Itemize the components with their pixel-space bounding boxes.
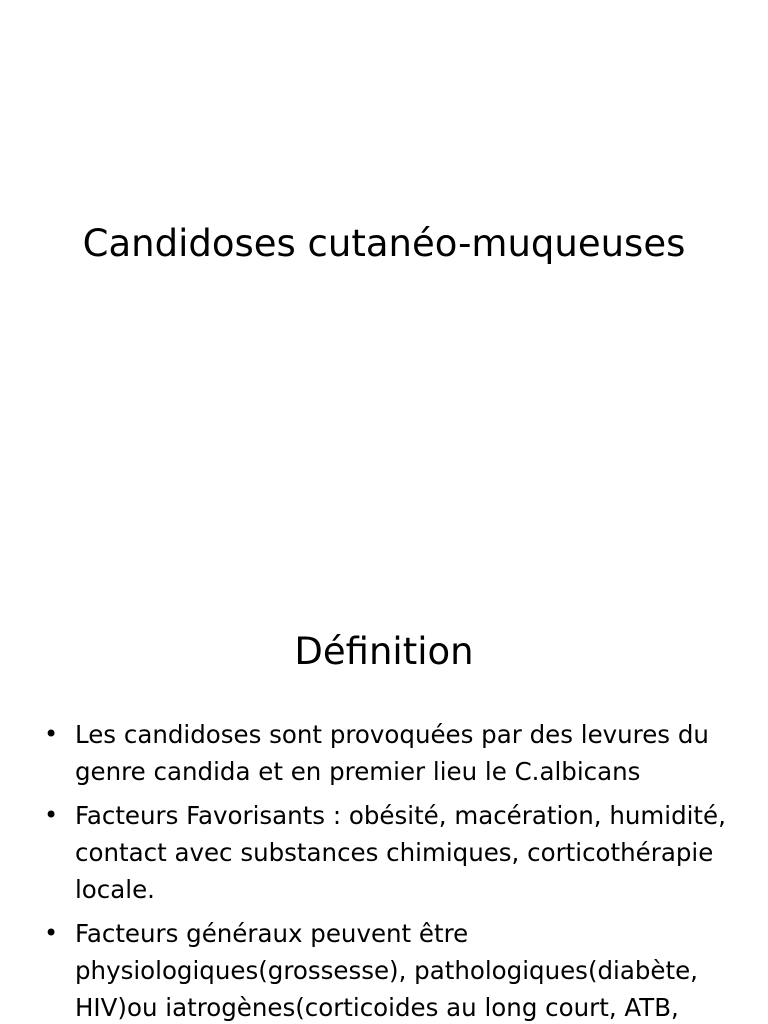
bullet-icon: • [44, 801, 59, 829]
bullet-icon: • [44, 919, 59, 947]
bullet-item [0, 716, 768, 790]
bullet-text: Facteurs Favorisants : obésité, macération, humidité, contact avec substances chimiques, corticothérapie locale. [75, 801, 726, 904]
bullet-text: Facteurs généraux peuvent être physiologiques(grossesse), pathologiques(diabète, HIV)ou iatrogènes(corticoides au long court, ATB, [75, 919, 698, 1022]
definition-bullet-list [0, 716, 768, 1024]
definition-heading: Définition [294, 630, 474, 673]
slide-definition [0, 576, 768, 1024]
slide-title-heading: Candidoses cutanéo-muqueuses [82, 222, 686, 265]
bullet-icon: • [44, 720, 59, 748]
bullet-text: Les candidoses sont provoquées par des levures du genre candida et en premier lieu le C.albicans [75, 720, 709, 786]
bullet-item [0, 797, 768, 908]
bullet-item [0, 915, 768, 1024]
